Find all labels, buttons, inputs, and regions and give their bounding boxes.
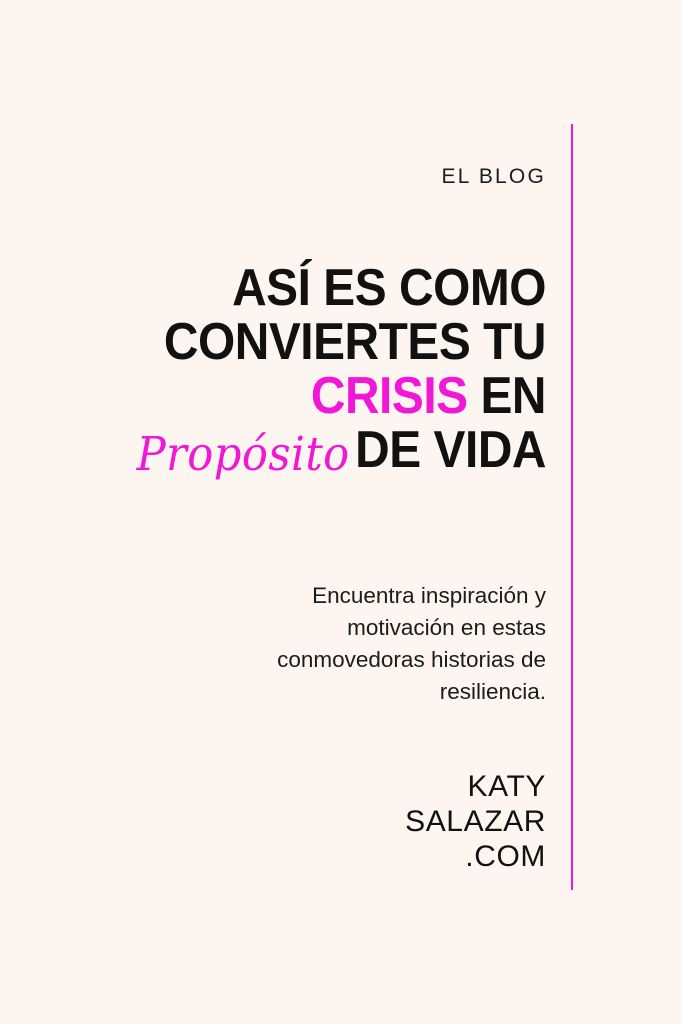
headline-line-3-rest: EN [480, 367, 546, 425]
brand-line-2: SALAZAR [405, 805, 546, 838]
vertical-accent-rule [571, 124, 573, 890]
subcopy [0, 580, 546, 708]
subcopy-line-3: conmovedoras historias de [277, 647, 546, 672]
brand-line-1: KATY [467, 770, 546, 803]
headline-line-3 [44, 367, 546, 425]
eyebrow-label: EL BLOG [441, 165, 546, 188]
brand-wordmark [0, 772, 546, 872]
subcopy-line-4: resiliencia. [439, 679, 546, 704]
headline-line-4-rest: DE VIDA [355, 421, 546, 479]
brand-line-3: .COM [465, 840, 546, 873]
headline [0, 259, 547, 482]
headline-line-4 [44, 421, 546, 482]
headline-script-proposito: Propósito [136, 427, 350, 482]
subcopy-line-1: Encuentra inspiración y [312, 583, 546, 608]
headline-line-2: CONVIERTES TU [163, 313, 546, 371]
subcopy-line-2: motivación en estas [347, 615, 546, 640]
headline-line-1: ASÍ ES COMO [232, 259, 547, 317]
headline-highlight-crisis: CRISIS [310, 367, 468, 425]
